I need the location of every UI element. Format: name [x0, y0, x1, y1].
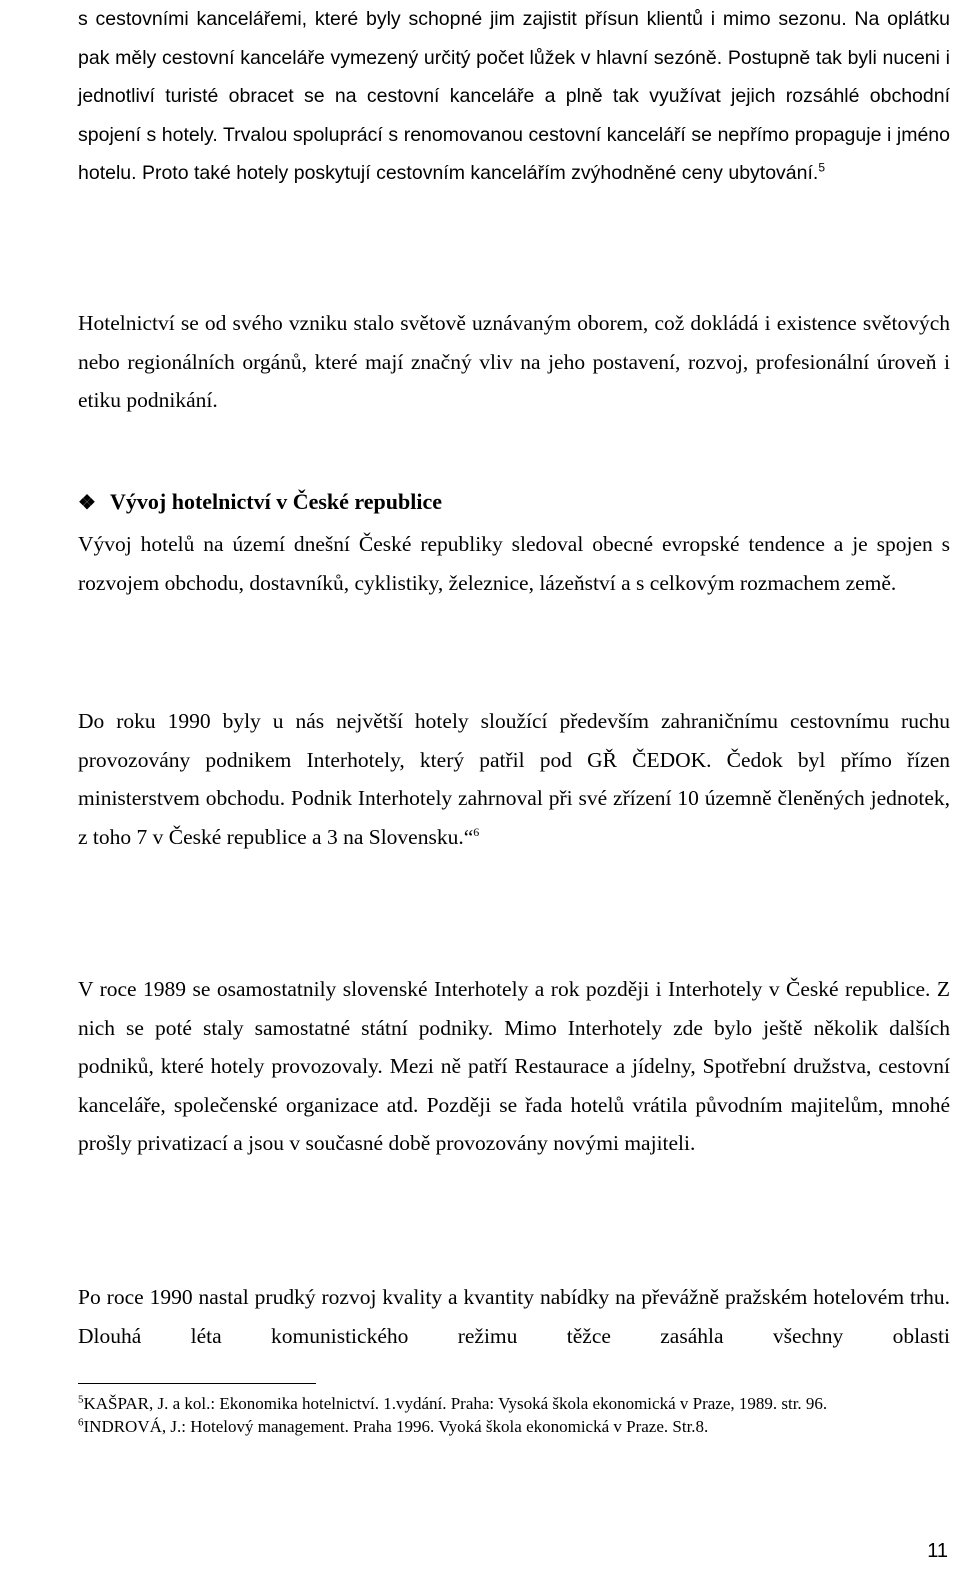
footnote-divider [78, 1383, 316, 1384]
page-number: 11 [927, 1540, 948, 1562]
footnote-reference: 5 [818, 160, 826, 175]
paragraph-hotel-development: Vývoj hotelů na území dnešní České republiky sledoval obecné evropské tendence a je spojen s rozvojem obchodu, dostavníků, cyklistiky, železnice, lázeňství a s celkovým rozmachem země. [78, 532, 950, 595]
footnote-text: INDROVÁ, J.: Hotelový management. Praha 1996. Vyoká škola ekonomická v Praze. Str.8. [83, 1417, 709, 1436]
footnote-text: KAŠPAR, J. a kol.: Ekonomika hotelnictví. 1.vydání. Praha: Vysoká škola ekonomická v Praze, 1989. str. 96. [83, 1394, 828, 1413]
footnote-reference: 6 [473, 824, 480, 839]
paragraph-after-1990: Po roce 1990 nastal prudký rozvoj kvality a kvantity nabídky na převážně pražském hotelovém trhu. Dlouhá léta komunistického režimu těžce zasáhla všechny oblasti [78, 1285, 950, 1348]
footnote-item [78, 1415, 950, 1438]
paragraph-interhotely [78, 702, 950, 856]
section-heading [78, 483, 950, 522]
footnote-number: 6 [78, 1416, 84, 1429]
diamond-bullet-icon: ❖ [78, 492, 96, 514]
paragraph-privatization: V roce 1989 se osamostatnily slovenské Interhotely a rok později i Interhotely v České republice. Z nich se poté staly samostatné státní podniky. Mimo Interhotely zde bylo ještě několik dalších podniků, které hotely provozovaly. Mezi ně patří Restaurace a jídelny, Spotřební družstva, cestovní kanceláře, společenské organizace atd. Později se řada hotelů vrátila původním majitelům, mnohé prošly privatizací a jsou v současné době provozovány novými majiteli. [78, 977, 950, 1155]
section-heading-text: Vývoj hotelnictví v České republice [110, 489, 443, 514]
paragraph-travel-agencies [78, 0, 950, 193]
paragraph-text: s cestovními kancelářemi, které byly schopné jim zajistit přísun klientů i mimo sezonu. Na oplátku pak měly cestovní kanceláře vymezený určitý počet lůžek v hlavní sezóně. Postupně tak byli nuceni i jednotliví turisté obracet se na cestovní kanceláře a plně tak využívat jejich rozsáhlé obchodní spojení s hotely. Trvalou spoluprácí s renomovanou cestovní kanceláří se nepřímo propaguje i jméno hotelu. Proto také hotely poskytují cestovním kancelářím zvýhodněné ceny ubytování. [78, 8, 950, 184]
paragraph-text: Do roku 1990 byly u nás největší hotely sloužící především zahraničnímu cestovnímu ruchu provozovány podnikem Interhotely, který patřil pod GŘ ČEDOK. Čedok byl přímo řízen ministerstvem obchodu. Podnik Interhotely zahrnoval při své zřízení 10 územně členěných jednotek, z toho 7 v České republice a 3 na Slovensku.“ [78, 709, 950, 849]
footnotes [78, 1392, 950, 1438]
paragraph-hotel-industry: Hotelnictví se od svého vzniku stalo světově uznávaným oborem, což dokládá i existence světových nebo regionálních orgánů, které mají značný vliv na jeho postavení, rozvoj, profesionální úroveň i etiku podnikání. [78, 311, 950, 412]
footnote-number: 5 [78, 1393, 84, 1406]
footnote-item [78, 1392, 950, 1415]
